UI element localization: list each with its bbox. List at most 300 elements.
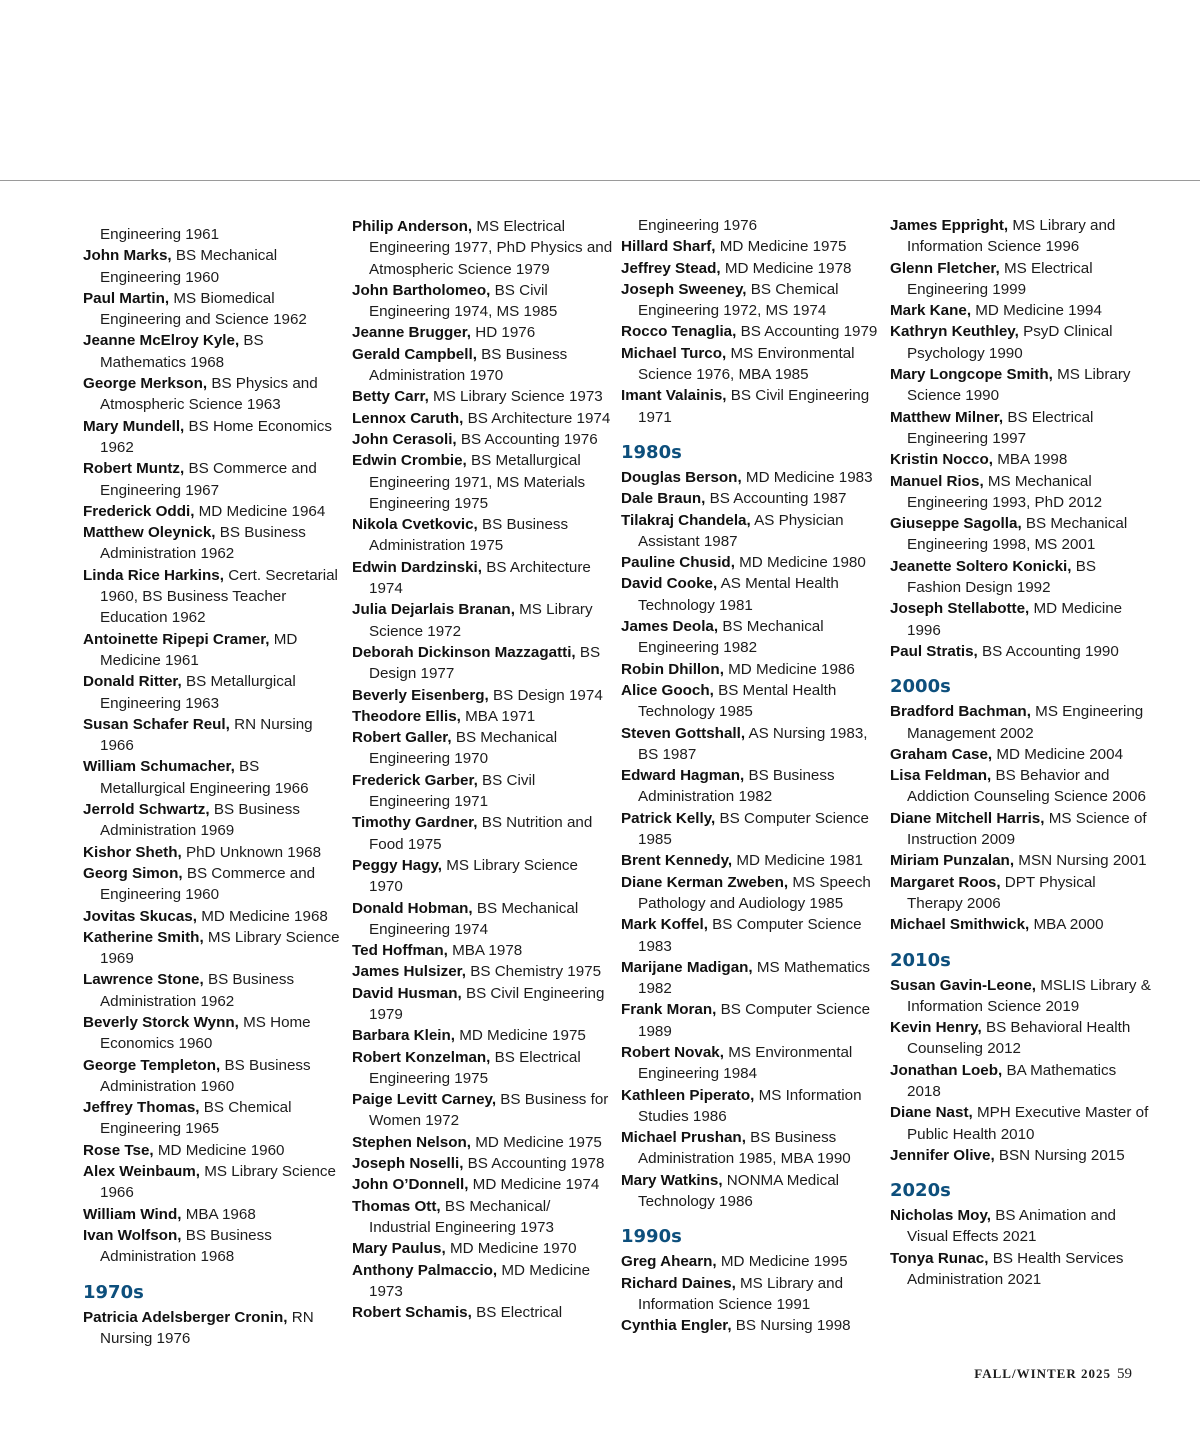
degree-info: BS Fashion Design 1992 bbox=[907, 557, 1096, 597]
alumni-name: Donald Hobman, bbox=[352, 899, 473, 917]
alumni-entry bbox=[621, 1042, 883, 1085]
degree-info: MD Medicine 1980 bbox=[739, 554, 866, 572]
alumni-entry bbox=[621, 808, 883, 851]
alumni-entry bbox=[890, 1248, 1152, 1291]
degree-info: BS Accounting 1987 bbox=[709, 490, 847, 508]
degree-info: MS Library Science 1970 bbox=[369, 856, 578, 896]
alumni-name: Greg Ahearn, bbox=[621, 1253, 717, 1271]
degree-info: BS Civil Engineering 1971 bbox=[369, 771, 536, 811]
decade-heading: 2010s bbox=[890, 949, 951, 971]
alumni-name: Mary Watkins, bbox=[621, 1171, 723, 1189]
alumni-entry bbox=[83, 1097, 345, 1140]
alumni-entry bbox=[890, 641, 1152, 662]
alumni-name: Ivan Wolfson, bbox=[83, 1226, 182, 1244]
alumni-entry bbox=[890, 556, 1152, 599]
alumni-name: Paul Stratis, bbox=[890, 642, 978, 660]
degree-info: BS Computer Science 1989 bbox=[638, 1001, 871, 1040]
alumni-entry bbox=[890, 808, 1152, 851]
degree-info: MS Mechanical Engineering 1993, PhD 2012 bbox=[907, 472, 1103, 511]
alumni-entry bbox=[890, 364, 1152, 407]
alumni-name: Gerald Campbell, bbox=[352, 345, 477, 363]
alumni-entry bbox=[352, 770, 614, 813]
alumni-name: Robert Schamis, bbox=[352, 1304, 472, 1322]
degree-info: MD Medicine 1975 bbox=[475, 1133, 602, 1151]
alumni-name: Timothy Gardner, bbox=[352, 814, 478, 832]
degree-info: BS Health Services Administration 2021 bbox=[907, 1249, 1124, 1289]
degree-info: MBA 1978 bbox=[452, 942, 523, 960]
degree-info: BS Business for Women 1972 bbox=[369, 1091, 609, 1130]
alumni-name: Frank Moran, bbox=[621, 1001, 717, 1019]
alumni-name: Mary Longcope Smith, bbox=[890, 366, 1053, 384]
alumni-name: Rocco Tenaglia, bbox=[621, 323, 737, 341]
degree-info: MS Library and Information Science 1996 bbox=[907, 217, 1116, 256]
alumni-name: Joseph Sweeney, bbox=[621, 280, 747, 298]
alumni-name: Susan Gavin-Leone, bbox=[890, 976, 1037, 994]
alumni-entry bbox=[83, 799, 345, 842]
alumni-entry bbox=[621, 765, 883, 808]
degree-info: BS Business Administration 1969 bbox=[100, 801, 300, 840]
alumni-name: Edwin Crombie, bbox=[352, 452, 467, 470]
alumni-name: David Cooke, bbox=[621, 575, 718, 593]
alumni-name: Theodore Ellis, bbox=[352, 707, 461, 725]
degree-info: MBA 2000 bbox=[1033, 916, 1104, 934]
alumni-entry bbox=[83, 565, 345, 629]
alumni-entry bbox=[352, 855, 614, 898]
alumni-entry bbox=[83, 330, 345, 373]
alumni-name: Thomas Ott, bbox=[352, 1197, 441, 1215]
alumni-entry bbox=[890, 258, 1152, 301]
alumni-entry bbox=[352, 408, 614, 429]
degree-info: MS Library and Information Science 1991 bbox=[638, 1274, 844, 1313]
alumni-entry bbox=[621, 321, 883, 342]
alumni-name: Susan Schafer Reul, bbox=[83, 715, 230, 733]
alumni-name: Dale Braun, bbox=[621, 490, 706, 508]
degree-info: BA Mathematics 2018 bbox=[907, 1061, 1117, 1100]
alumni-name: Patricia Adelsberger Cronin, bbox=[83, 1308, 288, 1326]
alumni-entry bbox=[352, 1196, 614, 1239]
alumni-entry bbox=[352, 322, 614, 343]
alumni-entry bbox=[352, 1132, 614, 1153]
alumni-name: Robert Galler, bbox=[352, 729, 452, 747]
alumni-name: Ted Hoffman, bbox=[352, 942, 448, 960]
alumni-name: Alice Gooch, bbox=[621, 681, 714, 699]
degree-info: MS Speech Pathology and Audiology 1985 bbox=[638, 873, 871, 912]
alumni-name: Katherine Smith, bbox=[83, 928, 204, 946]
alumni-name: Michael Smithwick, bbox=[890, 916, 1030, 934]
degree-info: BS Design 1977 bbox=[369, 643, 601, 683]
alumni-name: Robin Dhillon, bbox=[621, 660, 724, 678]
degree-info: BS Metallurgical Engineering 1971, MS Materials Engineering 1975 bbox=[369, 452, 586, 512]
degree-info: AS Mental Health Technology 1981 bbox=[638, 575, 839, 614]
alumni-entry bbox=[621, 510, 883, 553]
alumni-entry bbox=[890, 850, 1152, 871]
alumni-entry bbox=[621, 236, 883, 257]
degree-info: BS Civil Engineering 1971 bbox=[638, 387, 870, 426]
alumni-name: John Cerasoli, bbox=[352, 430, 457, 448]
alumni-name: Beverly Storck Wynn, bbox=[83, 1013, 239, 1031]
degree-info: MD Medicine 1996 bbox=[907, 600, 1123, 639]
degree-info: PhD Unknown 1968 bbox=[185, 843, 322, 861]
degree-info: MPH Executive Master of Public Health 2010 bbox=[907, 1104, 1149, 1143]
alumni-entry bbox=[352, 1089, 614, 1132]
alumni-name: John Bartholomeo, bbox=[352, 281, 491, 299]
alumni-entry bbox=[890, 1017, 1152, 1060]
degree-info: RN Nursing 1976 bbox=[100, 1308, 314, 1347]
degree-info: MS Environmental Science 1976, MBA 1985 bbox=[638, 344, 855, 384]
alumni-name: Mary Paulus, bbox=[352, 1240, 446, 1258]
degree-info: MD Medicine 1960 bbox=[157, 1141, 285, 1159]
degree-info: BS Accounting 1990 bbox=[982, 642, 1119, 660]
degree-info: MD Medicine 1961 bbox=[100, 630, 298, 669]
alumni-entry bbox=[890, 407, 1152, 450]
degree-info: BS Chemical Engineering 1965 bbox=[100, 1099, 292, 1138]
alumni-name: Linda Rice Harkins, bbox=[83, 566, 224, 584]
alumni-entry bbox=[621, 467, 883, 488]
degree-info: BS Mechanical/ Industrial Engineering 1973 bbox=[369, 1197, 554, 1236]
alumni-entry bbox=[621, 659, 883, 680]
alumni-name: Robert Muntz, bbox=[83, 460, 185, 478]
decade-heading: 2020s bbox=[890, 1180, 951, 1202]
alumni-entry bbox=[621, 343, 883, 386]
degree-info: MS Library Science 1973 bbox=[433, 388, 603, 406]
degree-info: BS Civil Engineering 1979 bbox=[369, 984, 605, 1023]
alumni-name: Miriam Punzalan, bbox=[890, 852, 1015, 870]
alumni-name: Nikola Cvetkovic, bbox=[352, 516, 478, 534]
alumni-entry bbox=[352, 429, 614, 450]
degree-info: BS Architecture 1974 bbox=[467, 409, 611, 427]
alumni-entry bbox=[621, 1251, 883, 1272]
degree-info: BS Civil Engineering 1974, MS 1985 bbox=[369, 281, 558, 321]
alumni-name: William Wind, bbox=[83, 1205, 182, 1223]
alumni-name: Georg Simon, bbox=[83, 864, 183, 882]
alumni-entry bbox=[83, 373, 345, 416]
degree-info: BS Business Administration 1982 bbox=[638, 767, 835, 806]
degree-info: BS Business Administration 1962 bbox=[100, 524, 306, 563]
degree-info: MS Engineering Management 2002 bbox=[907, 703, 1144, 742]
alumni-entry bbox=[890, 1205, 1152, 1248]
alumni-entry bbox=[352, 983, 614, 1026]
alumni-entry bbox=[890, 765, 1152, 808]
alumni-entry bbox=[621, 1127, 883, 1170]
alumni-entry bbox=[352, 642, 614, 685]
decade-heading: 1970s bbox=[83, 1281, 144, 1303]
alumni-entry bbox=[890, 449, 1152, 470]
alumni-entry bbox=[352, 1238, 614, 1259]
degree-info: BS Home Economics 1962 bbox=[100, 417, 332, 456]
alumni-name: Douglas Berson, bbox=[621, 468, 742, 486]
alumni-name: Manuel Rios, bbox=[890, 472, 984, 490]
alumni-entry bbox=[83, 927, 345, 970]
degree-info: Engineering 1976 bbox=[638, 217, 758, 234]
alumni-name: Philip Anderson, bbox=[352, 218, 473, 235]
alumni-name: Matthew Oleynick, bbox=[83, 524, 216, 542]
degree-info: MS Electrical Engineering 1977, PhD Physics and Atmospheric Science 1979 bbox=[369, 218, 613, 278]
alumni-name: George Templeton, bbox=[83, 1056, 221, 1074]
alumni-entry bbox=[621, 1170, 883, 1213]
alumni-name: Mary Mundell, bbox=[83, 417, 185, 435]
alumni-entry bbox=[890, 744, 1152, 765]
alumni-entry bbox=[890, 914, 1152, 935]
alumni-name: Robert Konzelman, bbox=[352, 1048, 491, 1066]
alumni-entry bbox=[890, 1145, 1152, 1166]
alumni-entry bbox=[83, 522, 345, 565]
alumni-entry bbox=[83, 1140, 345, 1161]
alumni-entry bbox=[83, 501, 345, 522]
alumni-entry bbox=[83, 714, 345, 757]
alumni-entry bbox=[352, 812, 614, 855]
alumni-name: Nicholas Moy, bbox=[890, 1207, 991, 1225]
degree-info: MS Library Science 1972 bbox=[369, 601, 593, 640]
alumni-name: Tilakraj Chandela, bbox=[621, 511, 751, 529]
alumni-entry bbox=[352, 1025, 614, 1046]
degree-info: BS Mechanical Engineering 1974 bbox=[369, 899, 579, 938]
entry-continuation bbox=[621, 215, 883, 236]
alumni-entry bbox=[352, 961, 614, 982]
alumni-entry bbox=[890, 872, 1152, 915]
alumni-entry bbox=[352, 599, 614, 642]
degree-info: BS Computer Science 1983 bbox=[638, 916, 862, 955]
alumni-entry bbox=[83, 671, 345, 714]
degree-info: MS Information Studies 1986 bbox=[638, 1086, 862, 1125]
degree-info: BS Accounting 1976 bbox=[460, 430, 598, 448]
degree-info: BS Electrical bbox=[476, 1304, 563, 1322]
degree-info: BS Business Administration 1962 bbox=[100, 971, 295, 1010]
alumni-entry bbox=[352, 727, 614, 770]
column-1 bbox=[83, 224, 345, 1349]
degree-info: BS Nursing 1998 bbox=[735, 1317, 851, 1335]
alumni-name: Jonathan Loeb, bbox=[890, 1061, 1003, 1079]
degree-info: PsyD Clinical Psychology 1990 bbox=[907, 323, 1113, 362]
degree-info: MD Medicine 1978 bbox=[724, 259, 852, 277]
alumni-entry bbox=[890, 300, 1152, 321]
alumni-name: Alex Weinbaum, bbox=[83, 1163, 201, 1181]
alumni-entry bbox=[352, 685, 614, 706]
alumni-entry bbox=[352, 1174, 614, 1195]
alumni-name: Imant Valainis, bbox=[621, 387, 727, 405]
alumni-name: George Merkson, bbox=[83, 375, 208, 393]
alumni-name: Anthony Palmaccio, bbox=[352, 1261, 498, 1279]
alumni-name: Joseph Noselli, bbox=[352, 1155, 464, 1173]
degree-info: BSN Nursing 2015 bbox=[998, 1146, 1125, 1164]
alumni-name: Michael Prushan, bbox=[621, 1129, 746, 1147]
degree-info: BS Business Administration 1970 bbox=[369, 345, 568, 385]
degree-info: MD Medicine 1964 bbox=[198, 502, 326, 520]
alumni-entry bbox=[352, 280, 614, 323]
degree-info: BS Mechanical Engineering 1970 bbox=[369, 729, 558, 768]
alumni-entry bbox=[621, 488, 883, 509]
column-3 bbox=[621, 215, 883, 1337]
degree-info: MS Library Science 1969 bbox=[100, 928, 340, 968]
alumni-name: Lawrence Stone, bbox=[83, 971, 204, 989]
degree-info: BS Nutrition and Food 1975 bbox=[369, 814, 593, 853]
alumni-entry bbox=[352, 386, 614, 407]
alumni-name: Beverly Eisenberg, bbox=[352, 686, 489, 704]
alumni-name: James Eppright, bbox=[890, 217, 1009, 234]
alumni-name: Robert Novak, bbox=[621, 1043, 724, 1061]
entry-continuation bbox=[83, 224, 345, 245]
degree-info: MD Medicine 1973 bbox=[369, 1261, 591, 1300]
alumni-entry bbox=[890, 1102, 1152, 1145]
alumni-entry bbox=[352, 1302, 614, 1323]
alumni-entry bbox=[83, 906, 345, 927]
degree-info: BS Accounting 1978 bbox=[467, 1155, 605, 1173]
alumni-entry bbox=[83, 1161, 345, 1204]
alumni-entry bbox=[890, 513, 1152, 556]
alumni-entry bbox=[352, 450, 614, 514]
alumni-entry bbox=[83, 1204, 345, 1225]
alumni-entry bbox=[621, 914, 883, 957]
degree-info: DPT Physical Therapy 2006 bbox=[907, 873, 1096, 912]
alumni-name: Mark Kane, bbox=[890, 302, 972, 320]
alumni-name: Hillard Sharf, bbox=[621, 238, 716, 256]
degree-info: MS Library Science 1966 bbox=[100, 1163, 336, 1202]
degree-info: BS Business Administration 1968 bbox=[100, 1226, 272, 1266]
degree-info: NONMA Medical Technology 1986 bbox=[638, 1171, 840, 1211]
alumni-name: Kevin Henry, bbox=[890, 1019, 982, 1037]
degree-info: BS Commerce and Engineering 1960 bbox=[100, 864, 316, 904]
alumni-entry bbox=[621, 872, 883, 915]
column-2 bbox=[352, 216, 614, 1323]
degree-info: MSN Nursing 2001 bbox=[1018, 852, 1147, 870]
degree-info: AS Nursing 1983, BS 1987 bbox=[638, 724, 868, 763]
alumni-name: Antoinette Ripepi Cramer, bbox=[83, 630, 270, 648]
alumni-name: Cynthia Engler, bbox=[621, 1317, 732, 1335]
alumni-entry bbox=[621, 258, 883, 279]
degree-info: BS Accounting 1979 bbox=[740, 323, 878, 341]
alumni-entry bbox=[621, 552, 883, 573]
degree-info: BS Mechanical Engineering 1982 bbox=[638, 618, 824, 657]
alumni-entry bbox=[83, 416, 345, 459]
degree-info: BS Architecture 1974 bbox=[369, 558, 591, 598]
alumni-entry bbox=[621, 723, 883, 766]
degree-info: BS Design 1974 bbox=[493, 686, 603, 704]
alumni-name: Kishor Sheth, bbox=[83, 843, 182, 861]
alumni-entry bbox=[352, 514, 614, 557]
column-4 bbox=[890, 215, 1152, 1290]
alumni-entry bbox=[83, 1307, 345, 1350]
alumni-entry bbox=[83, 1012, 345, 1055]
alumni-name: Diane Kerman Zweben, bbox=[621, 873, 789, 891]
degree-info: MD Medicine 1994 bbox=[975, 302, 1102, 320]
degree-info: BS Metallurgical Engineering 1966 bbox=[100, 758, 309, 797]
alumni-name: Lennox Caruth, bbox=[352, 409, 464, 427]
alumni-name: Jeffrey Thomas, bbox=[83, 1099, 200, 1117]
alumni-name: Diane Nast, bbox=[890, 1104, 973, 1122]
degree-info: MSLIS Library & Information Science 2019 bbox=[907, 976, 1151, 1015]
degree-info: Cert. Secretarial 1960, BS Business Teacher Education 1962 bbox=[100, 566, 338, 627]
degree-info: BS Behavioral Health Counseling 2012 bbox=[907, 1019, 1131, 1058]
alumni-name: James Deola, bbox=[621, 618, 719, 636]
page-number: 59 bbox=[1117, 1366, 1132, 1382]
alumni-name: Barbara Klein, bbox=[352, 1027, 455, 1045]
alumni-entry bbox=[83, 245, 345, 288]
degree-info: MBA 1971 bbox=[465, 707, 536, 725]
alumni-name: Donald Ritter, bbox=[83, 673, 182, 691]
degree-info: BS Business Administration 1985, MBA 1990 bbox=[638, 1129, 851, 1168]
alumni-name: John Marks, bbox=[83, 247, 172, 265]
alumni-name: Jovitas Skucas, bbox=[83, 907, 197, 925]
decade-heading: 2000s bbox=[890, 676, 951, 698]
alumni-entry bbox=[890, 1060, 1152, 1103]
alumni-name: Kathleen Piperato, bbox=[621, 1086, 755, 1104]
degree-info: MD Medicine 1995 bbox=[720, 1253, 848, 1271]
alumni-name: Michael Turco, bbox=[621, 344, 727, 362]
alumni-entry bbox=[890, 215, 1152, 258]
alumni-entry bbox=[83, 756, 345, 799]
alumni-name: Glenn Fletcher, bbox=[890, 259, 1000, 277]
degree-info: MS Environmental Engineering 1984 bbox=[638, 1043, 853, 1083]
alumni-name: Edward Hagman, bbox=[621, 767, 745, 785]
alumni-entry bbox=[83, 458, 345, 501]
alumni-name: Julia Dejarlais Branan, bbox=[352, 601, 515, 619]
degree-info: MBA 1968 bbox=[185, 1205, 256, 1223]
alumni-entry bbox=[352, 1260, 614, 1303]
alumni-entry bbox=[890, 701, 1152, 744]
degree-info: AS Physician Assistant 1987 bbox=[638, 511, 844, 550]
alumni-entry bbox=[621, 957, 883, 1000]
degree-info: Engineering 1961 bbox=[100, 226, 220, 243]
degree-info: BS Business Administration 1960 bbox=[100, 1056, 311, 1095]
alumni-name: Graham Case, bbox=[890, 745, 993, 763]
degree-info: MD Medicine 1970 bbox=[449, 1240, 577, 1258]
degree-info: MD Medicine 1986 bbox=[728, 660, 855, 678]
alumni-entry bbox=[83, 629, 345, 672]
alumni-entry bbox=[352, 706, 614, 727]
alumni-name: Margaret Roos, bbox=[890, 873, 1001, 891]
decade-heading: 1980s bbox=[621, 441, 682, 463]
degree-info: MD Medicine 1975 bbox=[459, 1027, 586, 1045]
alumni-name: Lisa Feldman, bbox=[890, 767, 992, 785]
alumni-name: James Hulsizer, bbox=[352, 963, 466, 981]
degree-info: HD 1976 bbox=[475, 324, 536, 342]
alumni-name: Deborah Dickinson Mazzagatti, bbox=[352, 643, 576, 661]
alumni-name: William Schumacher, bbox=[83, 758, 235, 776]
degree-info: BS Commerce and Engineering 1967 bbox=[100, 460, 317, 499]
alumni-entry bbox=[83, 969, 345, 1012]
alumni-entry bbox=[352, 344, 614, 387]
top-rule bbox=[0, 180, 1200, 181]
alumni-entry bbox=[352, 1153, 614, 1174]
issue-label: FALL/WINTER 2025 bbox=[974, 1366, 1111, 1381]
decade-heading: 1990s bbox=[621, 1226, 682, 1248]
degree-info: BS Electrical Engineering 1997 bbox=[907, 408, 1094, 447]
alumni-name: Betty Carr, bbox=[352, 388, 429, 406]
alumni-entry bbox=[890, 598, 1152, 641]
degree-info: MD Medicine 1983 bbox=[745, 468, 873, 486]
degree-info: MD Medicine 1975 bbox=[719, 238, 847, 256]
alumni-name: Joseph Stellabotte, bbox=[890, 600, 1030, 618]
alumni-name: Edwin Dardzinski, bbox=[352, 558, 482, 576]
alumni-name: Paige Levitt Carney, bbox=[352, 1091, 497, 1109]
degree-info: BS Computer Science 1985 bbox=[638, 809, 869, 849]
alumni-name: Frederick Oddi, bbox=[83, 502, 195, 520]
alumni-entry bbox=[83, 842, 345, 863]
page-footer bbox=[974, 1366, 1132, 1383]
alumni-entry bbox=[621, 1085, 883, 1128]
alumni-entry bbox=[83, 1055, 345, 1098]
alumni-name: Jeanette Soltero Konicki, bbox=[890, 557, 1072, 575]
alumni-name: Matthew Milner, bbox=[890, 408, 1004, 426]
alumni-name: Stephen Nelson, bbox=[352, 1133, 471, 1151]
degree-info: MD Medicine 1981 bbox=[736, 852, 863, 870]
alumni-entry bbox=[621, 1273, 883, 1316]
degree-info: BS Behavior and Addiction Counseling Science 2006 bbox=[907, 767, 1146, 806]
alumni-entry bbox=[621, 1315, 883, 1336]
degree-info: BS Mental Health Technology 1985 bbox=[638, 681, 837, 721]
alumni-name: Paul Martin, bbox=[83, 289, 170, 307]
alumni-entry bbox=[621, 999, 883, 1042]
alumni-entry bbox=[352, 557, 614, 600]
